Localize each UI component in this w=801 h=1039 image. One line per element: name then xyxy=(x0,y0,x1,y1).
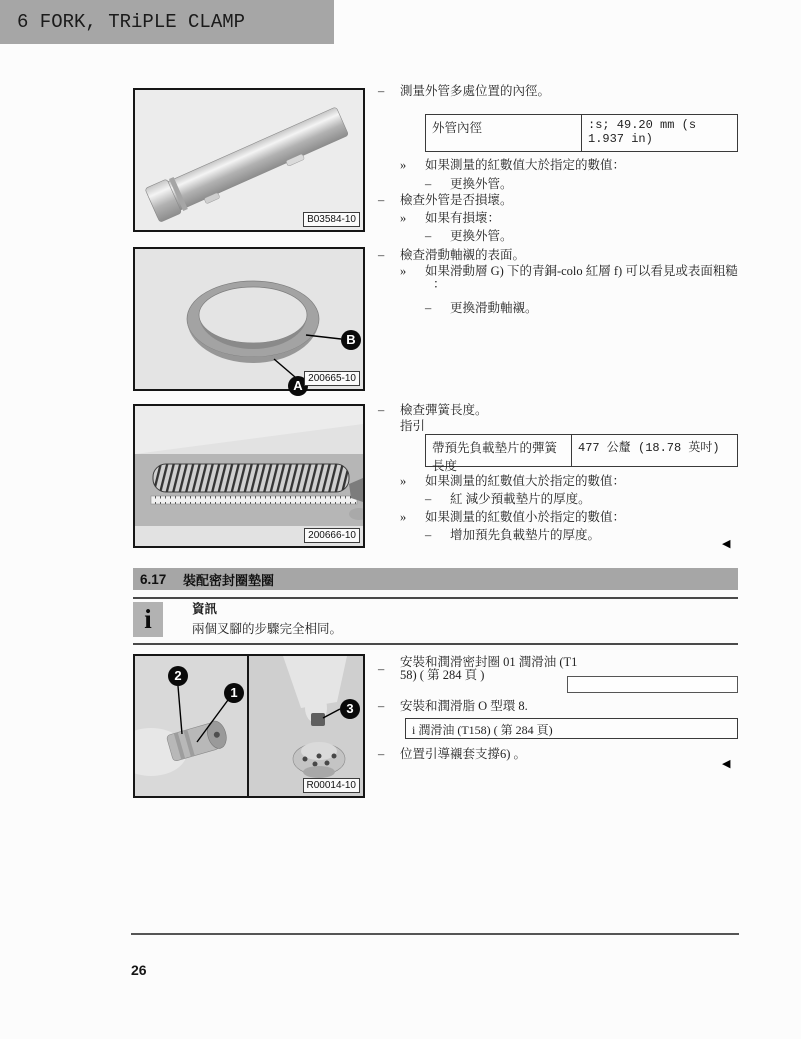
action-line xyxy=(425,229,513,244)
footer-rule xyxy=(131,933,739,935)
chevron-marker: » xyxy=(400,510,407,524)
back-arrow-icon: ◀ xyxy=(722,758,731,770)
reference-box-empty xyxy=(567,676,738,693)
instruction-step xyxy=(378,747,526,762)
instruction-step xyxy=(378,84,550,99)
instruction-step xyxy=(378,248,525,263)
action-line xyxy=(425,492,591,507)
guide-label: 指引 xyxy=(400,419,426,433)
back-arrow-icon: ◀ xyxy=(722,538,731,550)
section-number: 6.17 xyxy=(140,571,167,587)
chevron-marker: » xyxy=(400,474,407,488)
spring-photo xyxy=(135,406,363,546)
condition-line xyxy=(400,474,625,489)
condition-text: 如果有損壞： xyxy=(425,211,501,225)
action-line xyxy=(425,301,538,316)
instruction-step xyxy=(378,193,513,208)
lubricant-note-box: i 潤滑油 (T158) ( 第 284 頁) xyxy=(405,718,738,739)
action-text: 更換外管。 xyxy=(450,229,513,243)
step-text-wrap: 58) ( 第 284 頁 ) xyxy=(400,668,485,682)
figure-caption: B03584-10 xyxy=(303,212,360,227)
spec-value: 477 公釐 (18.78 英吋) xyxy=(571,435,737,466)
action-text: 紅 減少預載墊片的厚度。 xyxy=(450,492,591,506)
section-header-bar xyxy=(133,568,738,590)
dash-marker: – xyxy=(378,248,385,262)
info-icon: i xyxy=(133,602,163,637)
condition-text: 如果測量的紅數值大於指定的數值： xyxy=(425,474,626,488)
figure-fork-tube xyxy=(133,88,365,232)
chevron-marker: » xyxy=(400,211,407,225)
dash-marker: – xyxy=(378,403,385,417)
chevron-marker: » xyxy=(400,158,407,172)
callout-2: 2 xyxy=(168,666,188,686)
condition-line xyxy=(400,211,500,226)
condition-text: 如果測量的紅數值大於指定的數值： xyxy=(425,158,626,172)
step-text: 檢查外管是否損壞。 xyxy=(400,193,513,207)
page-number: 26 xyxy=(131,962,147,978)
info-divider-bottom xyxy=(133,643,738,645)
figure-seal-assembly xyxy=(133,654,365,798)
spec-table-outer-tube xyxy=(425,114,738,152)
condition-text-wrap: ： xyxy=(433,277,446,291)
bushing-photo xyxy=(135,249,363,389)
step-text: 位置引導襯套支撐6) 。 xyxy=(400,747,527,761)
instruction-step xyxy=(378,699,528,714)
step-text: 測量外管多處位置的內徑。 xyxy=(400,84,551,98)
action-text: 增加預先負載墊片的厚度。 xyxy=(450,528,601,542)
step-text: 檢查彈簧長度。 xyxy=(400,403,488,417)
spec-label: 外管內徑 xyxy=(432,121,483,135)
info-text: 兩個叉腳的步驟完全相同。 xyxy=(192,622,343,636)
action-text: 更換外管。 xyxy=(450,177,513,191)
condition-line xyxy=(400,264,738,279)
chapter-header-bar xyxy=(0,0,334,44)
dash-marker: – xyxy=(378,699,385,713)
condition-text: 如果測量的紅數值小於指定的數值： xyxy=(425,510,626,524)
dash-marker: – xyxy=(378,747,385,761)
info-divider-top xyxy=(133,597,738,599)
step-text: 檢查滑動軸襯的表面。 xyxy=(400,248,526,262)
section-title: 裝配密封圈墊圈 xyxy=(183,572,275,588)
step-text: 安裝和潤滑密封圈 01 潤滑油 (T1 xyxy=(400,655,578,669)
dash-marker: – xyxy=(425,492,432,506)
callout-b: B xyxy=(341,330,361,350)
figure-caption: R00014-10 xyxy=(303,778,360,793)
chevron-marker: » xyxy=(400,264,407,278)
callout-a: A xyxy=(288,376,308,396)
action-line xyxy=(425,528,600,543)
dash-marker: – xyxy=(425,177,432,191)
callout-3: 3 xyxy=(340,699,360,719)
condition-text: 如果滑動層 G) 下的青銅-colo 紅層 f) 可以看見或表面粗糙 xyxy=(425,264,738,278)
step-text: 安裝和潤滑脂 O 型環 8. xyxy=(400,699,528,713)
chapter-title: 6 FORK, TRiPLE CLAMP xyxy=(17,11,246,33)
spec-label: 帶預先負載墊片的彈簧長度 xyxy=(432,441,558,473)
instruction-step xyxy=(378,403,488,418)
dash-marker: – xyxy=(425,301,432,315)
dash-marker: – xyxy=(378,84,385,98)
dash-marker: – xyxy=(425,528,432,542)
spec-value: :s; 49.20 mm (s 1.937 in) xyxy=(581,115,737,151)
figure-caption: 200666-10 xyxy=(304,528,360,543)
dash-marker: – xyxy=(378,662,385,676)
figure-slide-bushing xyxy=(133,247,365,391)
dash-marker: – xyxy=(425,229,432,243)
figure-caption: 200665-10 xyxy=(304,371,360,386)
callout-1: 1 xyxy=(224,683,244,703)
condition-line xyxy=(400,158,625,173)
dash-marker: – xyxy=(378,193,385,207)
figure-fork-spring xyxy=(133,404,365,548)
action-line xyxy=(425,177,513,192)
spec-table-spring-length xyxy=(425,434,738,473)
action-text: 更換滑動軸襯。 xyxy=(450,301,538,315)
fork-tube-photo xyxy=(135,90,363,230)
info-title: 資訊 xyxy=(192,602,218,616)
condition-line xyxy=(400,510,625,525)
